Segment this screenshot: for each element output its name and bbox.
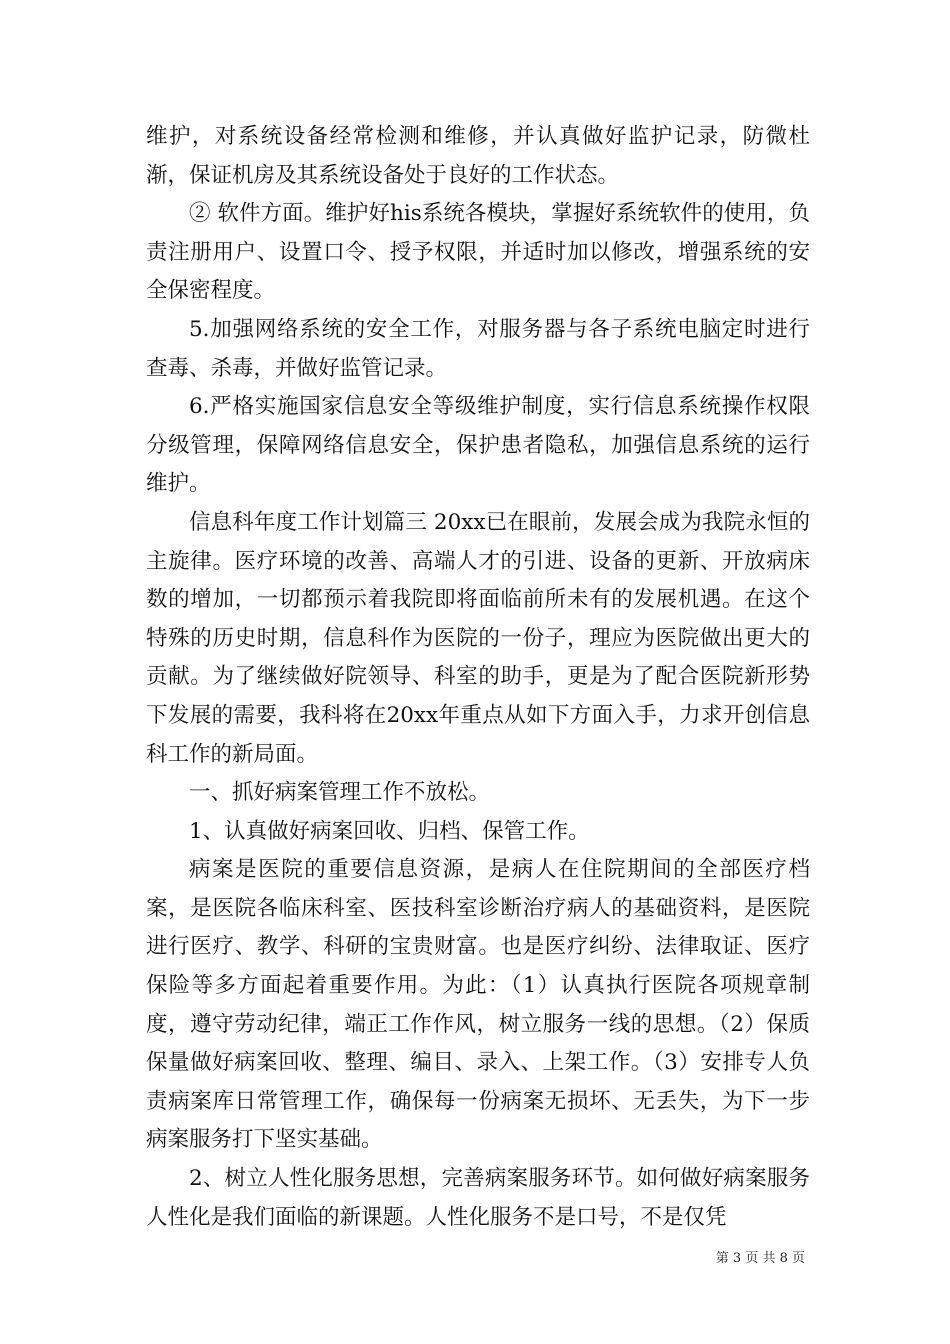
paragraph-9: 2、树立人性化服务思想，完善病案服务环节。如何做好病案服务人性化是我们面临的新课题。人性化服务不是口号，不是仅凭 [146, 1166, 810, 1230]
document-body [146, 118, 810, 1237]
page-number-label: 第 3 页 共 8 页 [715, 1251, 805, 1266]
paragraph-8: 病案是医院的重要信息资源，是病人在住院期间的全部医疗档案，是医院各临床科室、医技科室诊断治疗病人的基础资料，是医院进行医疗、教学、科研的宝贵财富。也是医疗纠纷、法律取证、医疗保险等多方面起着重要作用。为此：（1）认真执行医院各项规章制度，遵守劳动纪律，端正工作作风，树立服务一线的思想。（2）保质保量做好病案回收、整理、编目、录入、上架工作。（3）安排专人负责病案库日常管理工作，确保每一份病案无损坏、无丢失，为下一步病案服务打下坚实基础。 [146, 857, 810, 1153]
section-heading: 一、抓好病案管理工作不放松。 [189, 780, 491, 806]
paragraph-1: 维护，对系统设备经常检测和维修，并认真做好监护记录，防微杜渐，保证机房及其系统设备处于良好的工作状态。 [146, 124, 810, 188]
paragraph-2: ② 软件方面。维护好his系统各模块，掌握好系统软件的使用，负责注册用户、设置口令、授予权限，并适时加以修改，增强系统的安全保密程度。 [146, 201, 810, 304]
page-footer [716, 1247, 805, 1266]
subsection-heading-1: 1、认真做好病案回收、归档、保管工作。 [189, 818, 590, 844]
paragraph-5: 信息科年度工作计划篇三 20xx已在眼前，发展会成为我院永恒的主旋律。医疗环境的改善、高端人才的引进、设备的更新、开放病床数的增加，一切都预示着我院即将面临前所未有的发展机遇。在这个特殊的历史时期，信息科作为医院的一份子，理应为医院做出更大的贡献。为了继续做好院领导、科室的助手，更是为了配合医院新形势下发展的需要，我科将在20xx年重点从如下方面入手，力求开创信息科工作的新局面。 [146, 509, 810, 767]
paragraph-4: 6.严格实施国家信息安全等级维护制度，实行信息系统操作权限分级管理，保障网络信息安全，保护患者隐私，加强信息系统的运行维护。 [146, 394, 810, 497]
paragraph-3: 5.加强网络系统的安全工作，对服务器与各子系统电脑定时进行查毒、杀毒，并做好监管记录。 [146, 316, 810, 381]
